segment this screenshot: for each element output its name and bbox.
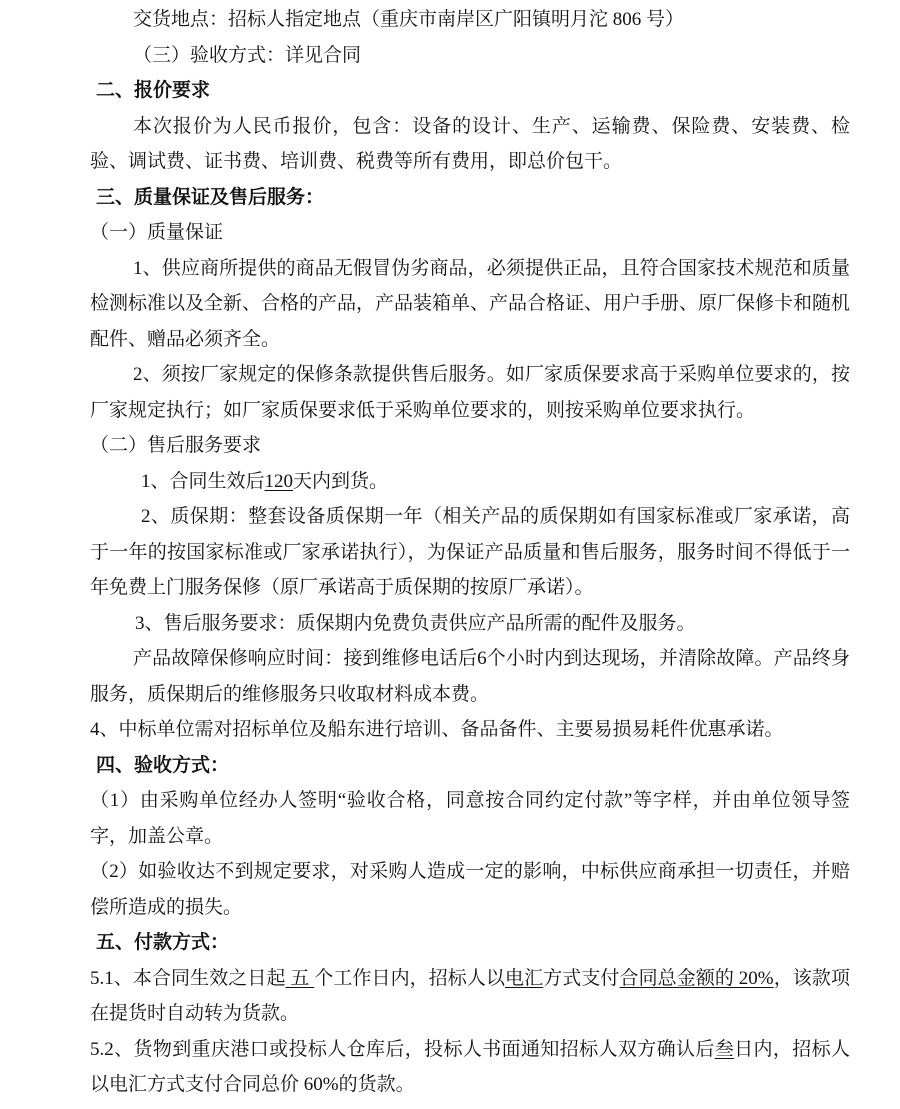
paragraph	[90, 464, 850, 500]
paragraph	[90, 641, 850, 712]
paragraph	[90, 854, 850, 925]
underlined-text: 叁	[714, 1038, 735, 1060]
text-segment: 5.1、本合同生效之日起	[90, 967, 286, 989]
text-segment: 1、合同生效后	[141, 470, 265, 492]
text-segment: 四、验收方式：	[96, 754, 230, 776]
text-segment: （二）售后服务要求	[90, 435, 262, 456]
paragraph	[90, 428, 850, 464]
underlined-text: 合同总金额的 20%	[619, 967, 774, 989]
section-heading	[90, 748, 850, 784]
paragraph	[90, 1032, 850, 1103]
paragraph	[90, 251, 850, 358]
text-segment: （2）如验收达不到规定要求，对采购人造成一定的影响，中标供应商承担一切责任，并赔偿所造成的损失。	[90, 861, 850, 918]
text-segment: 本次报价为人民币报价，包含：设备的设计、生产、运输费、保险费、安装费、检验、调试费、证书费、培训费、税费等所有费用，即总价包干。	[90, 115, 850, 172]
text-segment: 1、供应商所提供的商品无假冒伪劣商品，必须提供正品，且符合国家技术规范和质量检测标准以及全新、合格的产品，产品装箱单、产品合格证、用户手册、原厂保修卡和随机配件、赠品必须齐全。	[90, 257, 851, 350]
paragraph	[90, 38, 850, 74]
text-segment: 天内到货。	[293, 470, 389, 492]
text-segment: 三、质量保证及售后服务：	[96, 186, 325, 208]
paragraph	[90, 712, 850, 748]
underlined-text: 电汇	[505, 967, 544, 989]
text-segment: （三）验收方式：详见合同	[133, 44, 362, 66]
text-segment: （1）由采购单位经办人签明“验收合格，同意按合同约定付款”等字样，并由单位领导签字，加盖公章。	[90, 790, 850, 847]
text-segment: 产品故障保修响应时间：接到维修电话后6个小时内到达现场，并清除故障。产品终身服务，质保期后的维修服务只收取材料成本费。	[90, 648, 850, 705]
paragraph	[90, 109, 850, 180]
paragraph	[90, 961, 850, 1032]
text-segment: 2、须按厂家规定的保修条款提供售后服务。如厂家质保要求高于采购单位要求的，按厂家规定执行；如厂家质保要求低于采购单位要求的，则按采购单位要求执行。	[90, 364, 850, 421]
text-segment: 五、付款方式：	[96, 932, 230, 953]
paragraph	[90, 2, 850, 38]
section-heading	[90, 925, 850, 961]
text-segment: 个工作日内，招标人以	[314, 967, 506, 989]
section-heading	[90, 180, 850, 216]
text-segment: 日内，招标人以电汇方式支付合同总价 60%的货款。	[90, 1038, 850, 1095]
text-segment: 3、售后服务要求：质保期内免费负责供应产品所需的配件及服务。	[135, 612, 696, 634]
text-segment: 4、中标单位需对招标单位及船东进行培训、备品备件、主要易损易耗件优惠承诺。	[90, 719, 784, 740]
text-segment: 交货地点：招标人指定地点（重庆市南岸区广阳镇明月沱 806 号）	[133, 9, 685, 30]
text-segment: 2、质保期：整套设备质保期一年（相关产品的质保期如有国家标准或厂家承诺，高于一年的按国家标准或厂家承诺执行），为保证产品质量和售后服务，服务时间不得低于一年免费上门服务保修（原厂承诺高于质保期的按原厂承诺）。	[90, 506, 850, 598]
paragraph	[90, 499, 850, 606]
section-heading	[90, 73, 850, 109]
paragraph	[90, 215, 850, 251]
text-segment: ，该款项在提货时自动转为货款。	[90, 967, 850, 1024]
paragraph	[90, 357, 850, 428]
text-segment: 5.2、货物到重庆港口或投标人仓库后，投标人书面通知招标人双方确认后	[90, 1038, 715, 1060]
paragraph	[90, 783, 850, 854]
paragraph	[90, 606, 850, 642]
text-segment: 二、报价要求	[96, 80, 211, 101]
text-segment: （一）质量保证	[90, 222, 224, 243]
text-segment: 方式支付	[543, 967, 620, 989]
underlined-text: 120	[264, 470, 294, 492]
underlined-text: 五	[285, 967, 315, 989]
